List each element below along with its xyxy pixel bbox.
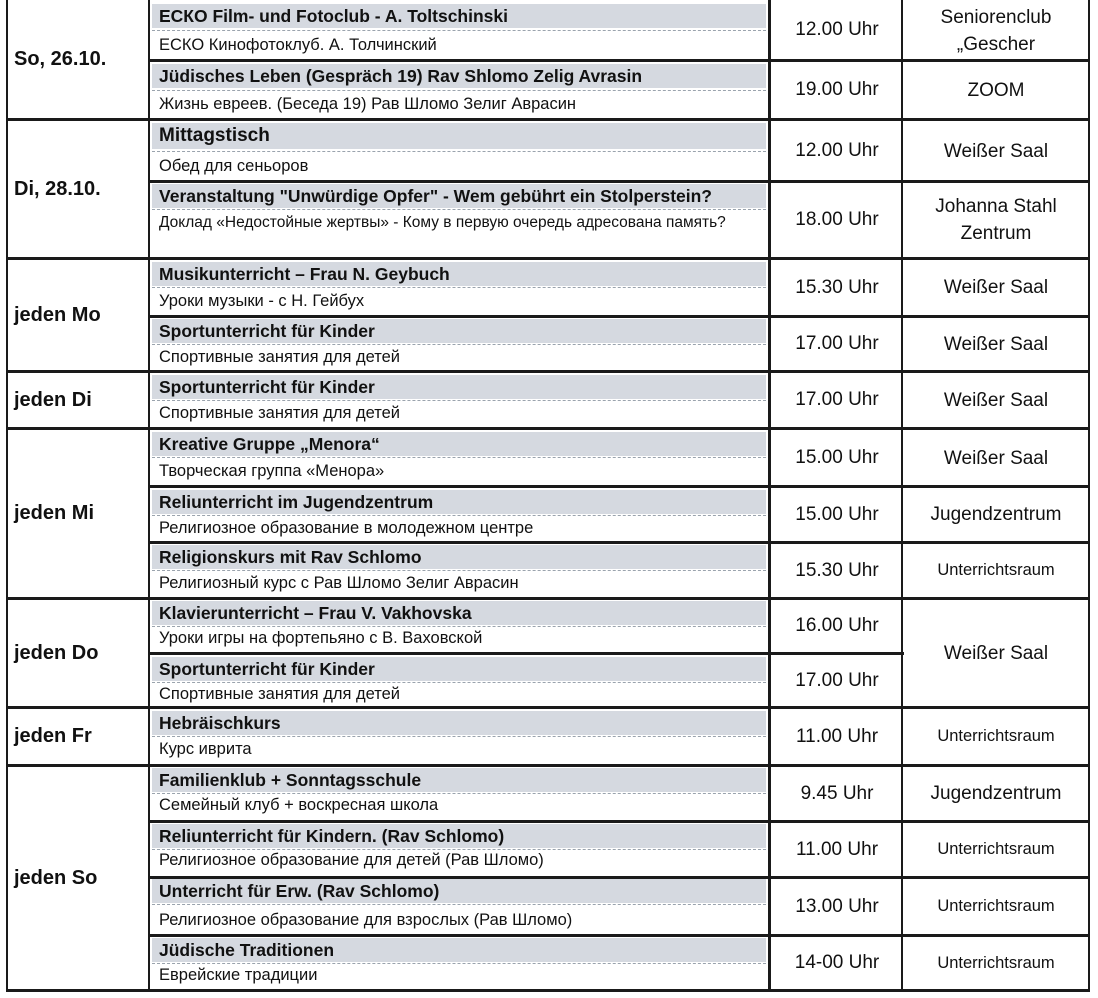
event-title: Jüdisches Leben (Gespräch 19) Rav Shlomo Zelig Avrasin [152,64,766,88]
dashed-divider [152,963,766,964]
dashed-divider [152,209,766,210]
event-subtitle: Уроки игры на фортепьяно с В. Ваховской [159,629,483,647]
event-title: Klavierunterricht – Frau V. Vakhovska [152,601,766,625]
event-time: 17.00 Uhr [795,333,879,354]
event-subtitle: Религиозный курс с Рав Шломо Зелиг Аврасин [159,574,519,592]
event-location: ZOOM [967,79,1025,101]
event-time: 18.00 Uhr [795,209,879,230]
day-label: jeden Mi [14,502,95,524]
event-location: Jugendzentrum [930,783,1062,804]
event-time: 13.00 Uhr [795,895,879,917]
event-title: Sportunterricht für Kinder [152,657,766,681]
dashed-divider [152,515,766,516]
event-time: 15.00 Uhr [795,503,879,525]
dashed-divider [152,457,766,458]
day-label: jeden Do [14,641,99,664]
event-title: Familienklub + Sonntagsschule [152,768,766,792]
dashed-divider [152,570,766,571]
day-label: jeden Di [14,388,92,411]
event-subtitle: Еврейские традиции [159,966,318,984]
table-border-right [1088,0,1090,992]
event-location: Weißer Saal [943,141,1049,162]
event-subtitle: Религиозное образование для детей (Рав Шломо) [159,851,544,869]
event-subtitle: Спортивные занятия для детей [159,404,400,422]
dashed-divider [152,344,766,345]
dashed-divider [152,151,766,152]
event-subtitle: ЕСКО Кинофотоклуб. А. Толчинский [159,36,437,54]
event-time: 17.00 Uhr [795,669,879,691]
group-separator [6,118,1090,121]
dashed-divider [152,30,766,31]
event-time: 12.00 Uhr [795,139,879,161]
event-subtitle: Уроки музыки - с Н. Гейбух [159,292,365,310]
table-border-bottom [6,989,1090,992]
event-time: 17.00 Uhr [795,389,879,410]
dashed-divider [152,626,766,627]
event-subtitle: Семейный клуб + воскресная школа [159,796,439,814]
dashed-divider [152,682,766,683]
event-location: Weißer Saal [943,448,1049,469]
event-time: 14-00 Uhr [794,952,880,973]
event-time: 16.00 Uhr [795,615,879,636]
event-location: Unterrichtsraum [937,561,1055,579]
event-title: Mittagstisch [152,123,766,149]
table-border-left [6,0,8,992]
event-time: 9.45 Uhr [800,782,874,804]
event-subtitle: Спортивные занятия для детей [159,685,400,703]
event-location: Weißer Saal [943,389,1049,411]
event-time: 11.00 Uhr [795,725,879,747]
event-subtitle: Творческая группа «Менора» [159,462,385,480]
event-location: Weißer Saal [943,333,1049,355]
event-time: 15.30 Uhr [795,276,879,298]
day-label: jeden So [14,866,98,889]
dashed-divider [152,90,766,91]
day-label: jeden Mo [14,303,101,326]
event-location: Seniorenclub „Gescher [940,6,1052,55]
event-title: Hebräischkurs [152,711,766,735]
event-title: Unterricht für Erw. (Rav Schlomo) [152,879,766,903]
event-location: Unterrichtsraum [937,897,1055,915]
day-label: Di, 28.10. [14,177,101,200]
event-location: Unterrichtsraum [937,727,1055,745]
event-subtitle: Спортивные занятия для детей [159,348,400,366]
event-location: Unterrichtsraum [937,953,1055,972]
event-time: 15.30 Uhr [795,559,879,581]
event-location: Jugendzentrum [930,504,1062,525]
event-title: Reliunterricht im Jugendzentrum [152,490,766,514]
event-time: 12.00 Uhr [795,18,879,40]
dashed-divider [152,736,766,737]
column-divider-day [148,0,150,992]
event-subtitle: Курс иврита [159,740,252,758]
day-label: So, 26.10. [14,47,107,70]
event-subtitle: Доклад «Недостойные жертвы» - Кому в первую очередь адресована память? [159,214,726,231]
dashed-divider [152,287,766,288]
dashed-divider [152,400,766,401]
event-title: ЕСКО Film- und Fotoclub - A. Toltschinski [152,4,766,28]
event-title: Reliunterricht für Kindern. (Rav Schlomo) [152,824,766,848]
event-location: Weißer Saal [943,642,1049,664]
dashed-divider [152,793,766,794]
column-divider-time [901,0,903,992]
dashed-divider [152,904,766,905]
event-subtitle: Обед для сеньоров [159,157,309,175]
event-time: 15.00 Uhr [795,446,879,468]
event-time: 11.00 Uhr [795,838,879,860]
event-subtitle: Религиозное образование для взрослых (Рав Шломо) [159,911,573,929]
day-label: jeden Fr [14,725,92,747]
event-title: Veranstaltung "Unwürdige Opfer" - Wem gebührt ein Stolperstein? [152,184,766,208]
event-subtitle: Религиозное образование в молодежном центре [159,519,534,537]
event-title: Sportunterricht für Kinder [152,319,766,343]
event-location: Unterrichtsraum [937,840,1055,858]
event-title: Kreative Gruppe „Menora“ [152,432,766,456]
event-location: Weißer Saal [943,277,1049,298]
event-time: 19.00 Uhr [795,79,879,100]
group-separator [6,427,1090,430]
event-title: Religionskurs mit Rav Schlomo [152,545,766,569]
event-subtitle: Жизнь евреев. (Беседа 19) Рав Шломо Зелиг Аврасин [159,95,577,113]
event-title: Sportunterricht für Kinder [152,375,766,399]
event-title: Musikunterricht – Frau N. Geybuch [152,262,766,286]
column-divider-event [768,0,771,992]
event-title: Jüdische Traditionen [152,938,766,962]
event-location: Johanna Stahl Zentrum [935,196,1057,244]
